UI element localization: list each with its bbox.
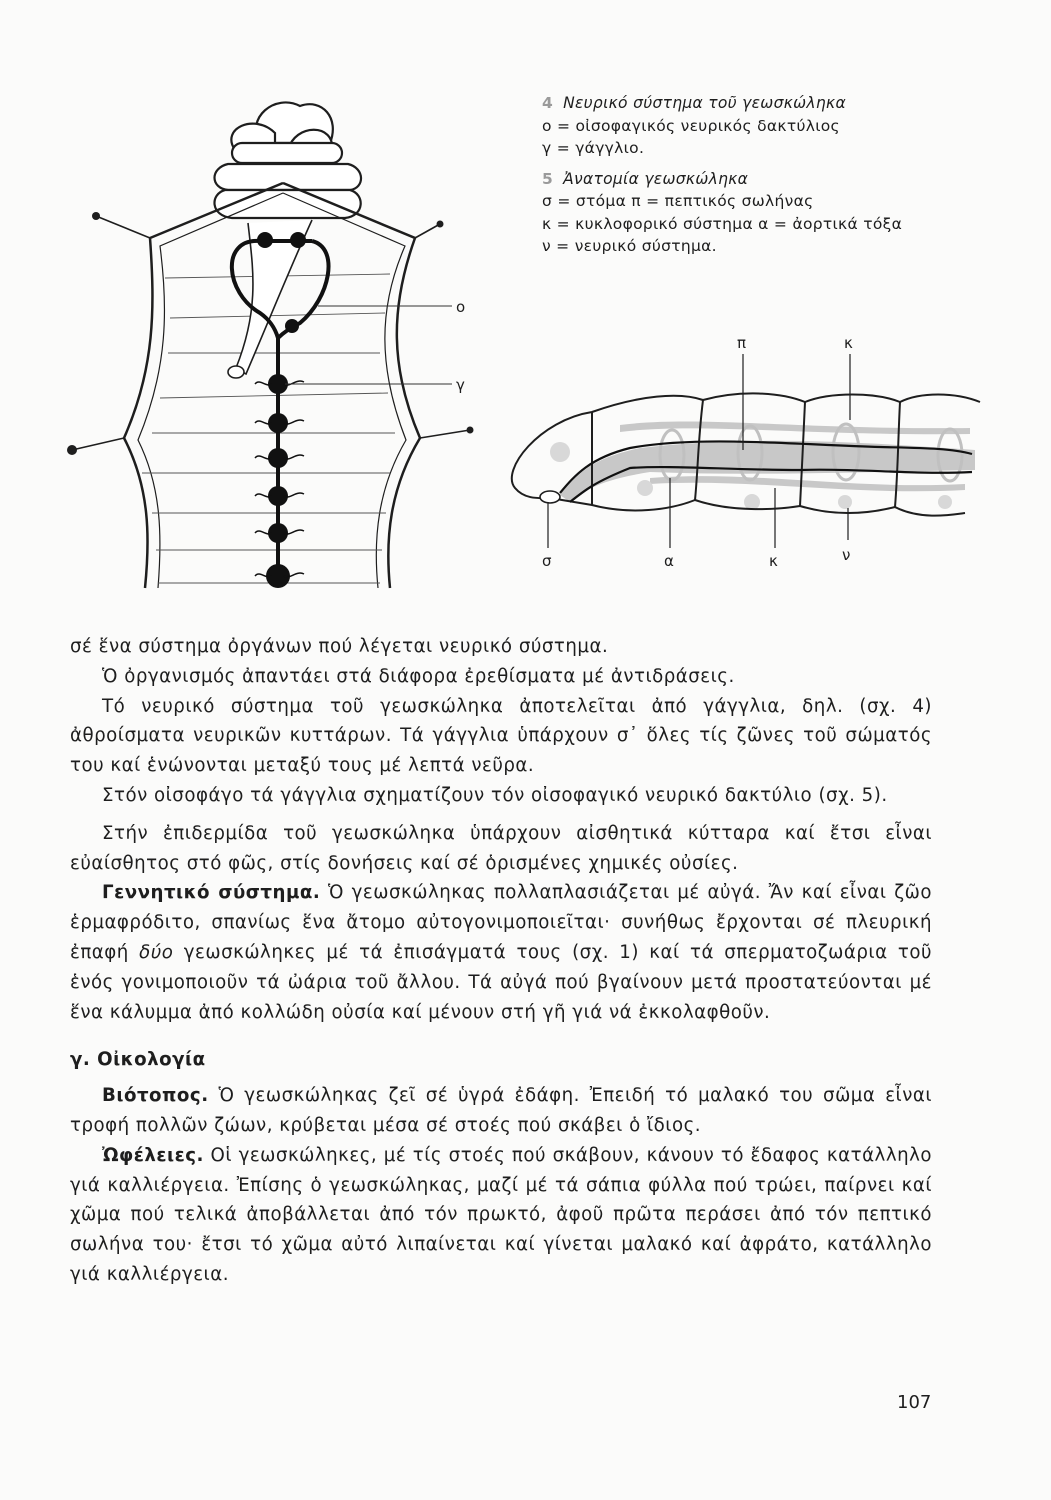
ganglion	[266, 564, 290, 588]
ganglion	[285, 319, 299, 333]
seta	[72, 438, 124, 450]
paragraph-reproductive-system: Γεννητικό σύστημα. Ὁ γεωσκώληκας πολλαπλασιάζεται μέ αὐγά. Ἄν καί εἶναι ζῶο ἑρμαφρόδιτο, σπανίως ἕνα ἄτομο αὐτογονιμοποιεῖται· συνήθως ἔρχονται σέ πλευρική ἐπαφή δύο γεωσκώληκες μέ τά ἐπισάγματά τους (σχ. 1) καί τά σπερματοζωάρια τοῦ ἑνός γονιμοποιοῦν τά ὠάρια τοῦ ἄλλου. Τά αὐγά πού βγαίνουν μετά προστατεύονται μέ ἕνα κάλυμμα ἀπό κολλώδη οὐσία καί μένουν στή γῆ γιά νά ἐκκολαφθοῦν.	[70, 882, 933, 1023]
seta	[96, 216, 150, 238]
caption-line: σ = στόμα π = πεπτικός σωλήνας	[542, 192, 814, 210]
body-text	[70, 632, 932, 1290]
figure5-label-k-top: κ	[844, 334, 853, 352]
seta-tip	[92, 212, 100, 220]
seta-tip	[467, 427, 474, 434]
nerve-ganglion	[938, 495, 952, 509]
dorsal-vessel	[620, 422, 970, 435]
figure-number: 4	[542, 94, 554, 112]
paragraph-habitat: Βιότοπος. Ὁ γεωσκώληκας ζεῖ σέ ὑγρά ἐδάφη. Ἐπειδή τό μαλακό του σῶμα εἶναι τροφή πολλῶν ζώων, κρύβεται μέσα σέ στοές πού σκάβει ὁ ἴδιος.	[70, 1085, 932, 1136]
paragraph: σέ ἕνα σύστημα ὀργάνων πού λέγεται νευρικό σύστημα.	[70, 636, 609, 657]
body-inner-right	[283, 193, 406, 588]
segment-line	[170, 313, 385, 318]
paragraph-heading: Ὠφέλειες.	[102, 1144, 204, 1166]
figure-4-nervous-system	[60, 88, 500, 608]
paragraph: Τό νευρικό σύστημα τοῦ γεωσκώληκα ἀποτελεῖται ἀπό γάγγλια, δηλ. (σχ. 4) ἀθροίσματα νευρικῶν κυττάρων. Τά γάγγλια ὑπάρχουν σ᾽ ὅλες τίς ζῶνες τοῦ σώματός του καί ἑνώνονται μεταξύ τους μέ λεπτά νεῦρα.	[70, 695, 932, 777]
caption-line: κ = κυκλοφορικό σύστημα α = ἀορτικά τόξα	[542, 214, 903, 233]
head-segment	[232, 143, 342, 163]
paragraph: Στήν ἐπιδερμίδα τοῦ γεωσκώληκα ὑπάρχουν αἰσθητικά κύτταρα καί ἔτσι εἶναι εὐαίσθητος στό φῶς, στίς δονήσεις καί σέ ὁρισμένες χημικές οὐσίες.	[70, 822, 932, 874]
figure5-label-k-bottom: κ	[769, 552, 778, 570]
caption-figure-4	[542, 92, 962, 160]
figure-captions	[542, 92, 962, 258]
caption-title: Ἀνατομία γεωσκώληκα	[563, 169, 749, 188]
figure4-label-g: γ	[456, 376, 465, 394]
segment-line	[160, 393, 388, 398]
figure4-label-o: ο	[456, 298, 466, 316]
paragraph: Στόν οἰσοφάγο τά γάγγλια σχηματίζουν τόν οἰσοφαγικό νευρικό δακτύλιο (σχ. 5).	[102, 784, 888, 806]
figure5-label-p: π	[737, 334, 747, 352]
caption-line: γ = γάγγλιο.	[542, 139, 645, 157]
caption-title: Νευρικό σύστημα τοῦ γεωσκώληκα	[563, 94, 846, 112]
caption-figure-5	[542, 168, 962, 258]
section-heading: γ. Οἰκολογία	[70, 1049, 206, 1071]
seta-tip	[67, 445, 77, 455]
cerebral-ganglion	[290, 232, 306, 248]
figure5-label-s: σ	[542, 552, 552, 570]
paragraph: Ὁ ὀργανισμός ἀπαντάει στά διάφορα ἐρεθίσματα μέ ἀντιδράσεις.	[102, 665, 735, 687]
figure-number: 5	[542, 169, 554, 188]
seta	[415, 224, 440, 238]
seta-tip	[437, 221, 444, 228]
figure5-label-v: ν	[842, 546, 851, 564]
paragraph-heading: Γεννητικό σύστημα.	[102, 882, 321, 904]
nerve-ganglion	[550, 442, 570, 462]
paragraph-heading: Βιότοπος.	[102, 1085, 209, 1107]
figure-5-anatomy	[500, 330, 1000, 590]
mouth	[540, 491, 560, 503]
nerve-ganglion	[637, 480, 653, 496]
nerve-ganglion	[744, 494, 760, 510]
caption-line: ν = νευρικό σύστημα.	[542, 237, 717, 255]
page-number: 107	[897, 1392, 932, 1413]
paragraph-benefits: Ὠφέλειες. Οἱ γεωσκώληκες, μέ τίς στοές πού σκάβουν, κάνουν τό ἔδαφος κατάλληλο γιά καλλιέργεια. Ἐπίσης ὁ γεωσκώληκας, μαζί μέ τά σάπια φύλλα πού τρώει, παίρνει καί χῶμα πού τελικά ἀποβάλλεται ἀπό τόν πρωκτό, ἀφοῦ πρῶτα περάσει ἀπό τόν πεπτικό σωλήνα του· ἔτσι τό χῶμα αὐτό λιπαίνεται καί γίνεται μαλακό καί ἀφράτο, κατάλληλο γιά καλλιέργεια.	[70, 1144, 932, 1285]
seta	[420, 430, 470, 438]
caption-line: ο = οἰσοφαγικός νευρικός δακτύλιος	[542, 116, 840, 135]
head-segment	[215, 190, 361, 218]
mouth-opening	[228, 366, 244, 378]
cerebral-ganglion	[257, 232, 273, 248]
nerve-ganglion	[838, 495, 852, 509]
figure5-label-a: α	[664, 552, 674, 570]
